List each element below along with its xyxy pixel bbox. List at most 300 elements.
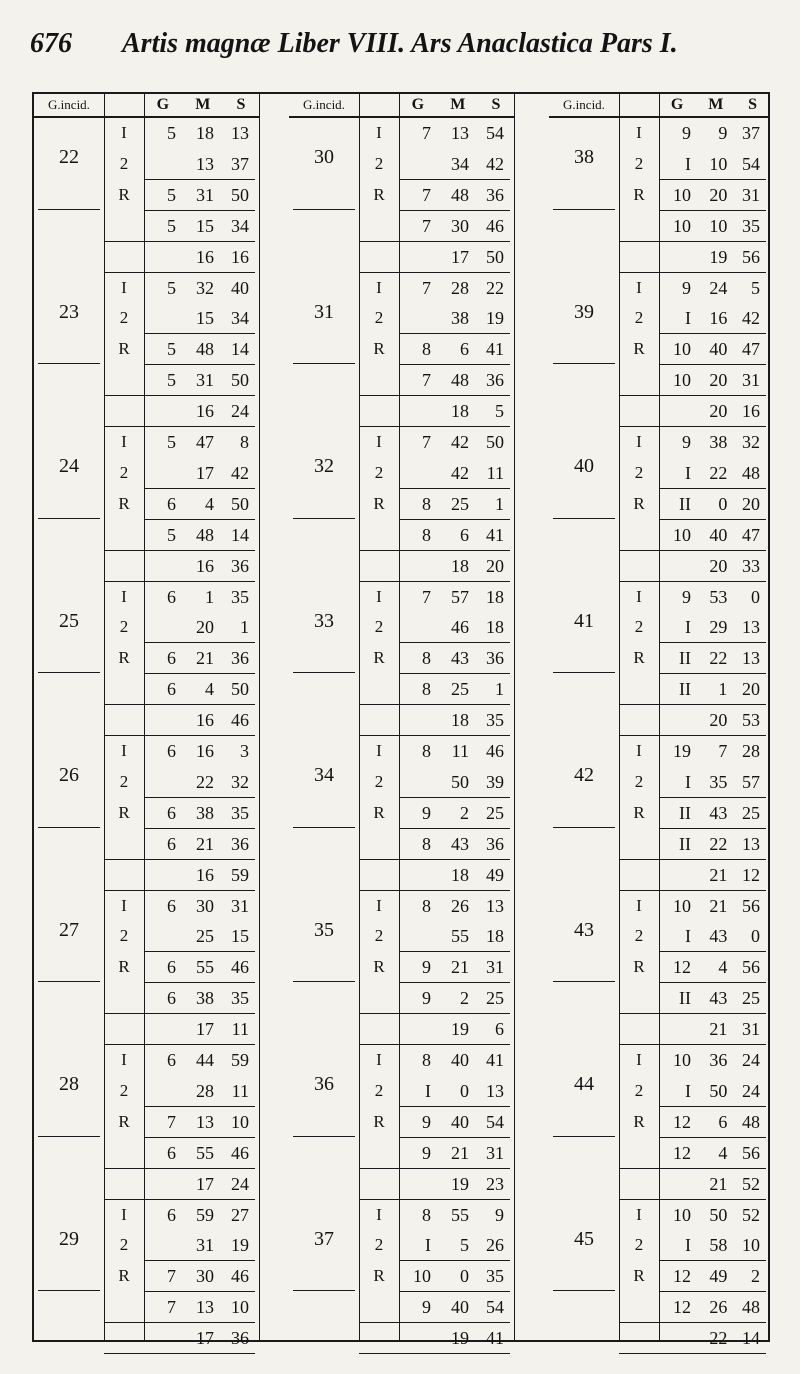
gms-value: [144, 614, 259, 640]
gms-value: [659, 1078, 770, 1104]
gms-value: [659, 151, 770, 177]
value-g: II: [679, 648, 691, 669]
value-m: 55: [196, 1142, 214, 1163]
gms-value: [659, 923, 770, 949]
value-s: 25: [486, 988, 504, 1009]
value-s: 1: [240, 617, 249, 638]
gms-value: [659, 676, 770, 702]
row-rule: [359, 859, 510, 860]
gms-value: [659, 1140, 770, 1166]
value-s: 36: [231, 833, 249, 854]
value-m: 21: [451, 957, 469, 978]
gms-value: [659, 738, 770, 764]
row-code: 2: [634, 462, 644, 482]
gms-value: [144, 182, 259, 208]
gms-value: [399, 893, 514, 919]
value-s: 31: [486, 957, 504, 978]
gms-value: [399, 553, 514, 579]
gms-value: [144, 305, 259, 331]
row-code: 2: [634, 926, 644, 946]
value-g: 10: [673, 895, 691, 916]
value-g: 6: [167, 988, 176, 1009]
value-m: 55: [451, 926, 469, 947]
value-m: 43: [709, 988, 728, 1009]
row-code: 2: [374, 308, 384, 328]
value-s: 11: [231, 1019, 249, 1040]
value-m: 6: [460, 339, 469, 360]
value-s: 57: [742, 771, 760, 792]
row-code: 2: [374, 1080, 384, 1100]
value-s: 50: [231, 184, 249, 205]
value-m: 30: [196, 1266, 214, 1287]
value-m: 40: [709, 339, 728, 360]
row-rule: [399, 333, 510, 334]
gms-value: [144, 522, 259, 548]
code-header: [104, 94, 144, 118]
gms-value: [399, 336, 514, 362]
value-m: 17: [451, 246, 469, 267]
gms-value: [659, 1047, 770, 1073]
row-rule: [399, 179, 510, 180]
incidence-degree: 24: [59, 455, 79, 478]
value-m: 4: [205, 493, 214, 514]
group-rule: [293, 672, 355, 673]
incidence-degree: 41: [574, 609, 594, 632]
row-code: [104, 213, 144, 239]
row-rule: [144, 797, 255, 798]
row-code: 2: [374, 153, 384, 173]
gms-value: [659, 305, 770, 331]
value-g: I: [425, 1235, 431, 1256]
gms-header-m: M: [450, 96, 467, 113]
incidence-degree: 43: [574, 918, 594, 941]
group-rule: [38, 1136, 100, 1137]
value-m: 24: [709, 277, 728, 298]
value-s: 9: [495, 1204, 504, 1225]
value-s: 46: [486, 741, 504, 761]
row-rule: [619, 704, 766, 705]
row-code: I: [636, 895, 642, 915]
gms-value: [659, 398, 770, 424]
row-code: 2: [374, 617, 384, 637]
value-g: II: [679, 802, 691, 823]
row-code: [619, 1016, 659, 1042]
row-rule: [359, 1199, 510, 1200]
gms-value: [144, 676, 259, 702]
value-m: 7: [718, 741, 728, 761]
row-rule: [104, 735, 255, 736]
gms-value: [399, 275, 514, 301]
gms-value: [144, 1109, 259, 1135]
value-g: 10: [673, 524, 691, 545]
row-code: I: [636, 586, 642, 606]
value-s: 13: [486, 1080, 504, 1101]
row-code: [619, 831, 659, 857]
value-m: 0: [460, 1080, 469, 1101]
row-code: I: [376, 432, 382, 451]
gms-value: [144, 800, 259, 826]
row-rule: [399, 1137, 510, 1138]
group-rule: [38, 209, 100, 210]
gms-value: [399, 1047, 514, 1073]
row-rule: [359, 1168, 510, 1169]
row-code: 2: [119, 771, 129, 791]
gms-value: [399, 614, 514, 640]
row-rule: [659, 1260, 766, 1261]
gms-value: [399, 707, 514, 733]
row-code: R: [633, 802, 645, 822]
value-g: 7: [167, 1111, 176, 1132]
value-m: 57: [451, 586, 469, 607]
row-code: [104, 707, 144, 733]
row-rule: [399, 1291, 510, 1292]
row-code: I: [121, 432, 127, 451]
value-s: 36: [231, 555, 249, 576]
value-m: 0: [718, 493, 728, 514]
value-g: 8: [422, 339, 431, 360]
row-code: [104, 398, 144, 424]
value-m: 6: [718, 1111, 728, 1132]
row-code: [359, 985, 399, 1011]
row-code: I: [376, 895, 382, 915]
value-m: 40: [709, 524, 728, 545]
value-s: 24: [231, 401, 249, 422]
gms-value: [144, 1232, 259, 1258]
value-s: 25: [486, 802, 504, 823]
gms-value: [659, 645, 770, 671]
value-m: 35: [709, 771, 728, 792]
value-s: 42: [231, 462, 249, 483]
gms-value: [399, 522, 514, 548]
value-m: 20: [709, 710, 728, 731]
page-number: 676: [30, 28, 72, 59]
value-s: 59: [231, 864, 249, 885]
value-m: 38: [196, 802, 214, 823]
gms-value: [659, 1263, 770, 1289]
row-code: I: [636, 1204, 642, 1224]
value-m: 38: [196, 988, 214, 1009]
row-code: 2: [634, 771, 644, 791]
row-code: 2: [634, 153, 644, 173]
row-rule: [144, 1260, 255, 1261]
row-code: 2: [119, 1080, 129, 1100]
value-m: 0: [460, 1266, 469, 1287]
value-g: 7: [422, 123, 431, 143]
row-rule: [144, 519, 255, 520]
row-code: R: [373, 957, 385, 977]
gms-header-s: S: [748, 96, 759, 113]
value-g: 7: [422, 370, 431, 391]
row-code: I: [636, 741, 642, 760]
value-g: 8: [422, 741, 431, 761]
value-s: 24: [742, 1080, 760, 1101]
value-s: 10: [231, 1111, 249, 1132]
value-g: 8: [422, 524, 431, 545]
value-s: 13: [742, 648, 760, 669]
value-s: 54: [486, 1297, 504, 1318]
value-s: 34: [231, 308, 249, 329]
group-rule: [553, 672, 615, 673]
row-code: I: [376, 741, 382, 760]
row-code: I: [121, 277, 127, 297]
gms-value: [659, 769, 770, 795]
value-s: 25: [742, 988, 760, 1009]
value-g: I: [685, 926, 691, 947]
value-s: 28: [742, 741, 760, 761]
row-code: I: [121, 1204, 127, 1224]
row-rule: [359, 581, 510, 582]
gms-value: [659, 491, 770, 517]
row-rule: [399, 519, 510, 520]
row-rule: [399, 210, 510, 211]
value-s: 40: [231, 277, 249, 298]
gms-value: [659, 1202, 770, 1228]
gms-value: [399, 738, 514, 764]
group-rule: [293, 363, 355, 364]
gms-value: [144, 1325, 259, 1351]
incidence-degree: 44: [574, 1073, 594, 1096]
gms-value: [144, 645, 259, 671]
row-code: [359, 1171, 399, 1197]
gms-value: [144, 738, 259, 764]
row-rule: [359, 1353, 510, 1354]
group-rule: [293, 1290, 355, 1291]
value-s: 48: [742, 462, 760, 483]
gms-value: [399, 151, 514, 177]
row-code: R: [633, 1111, 645, 1131]
gms-value: [144, 1047, 259, 1073]
value-g: 7: [422, 432, 431, 452]
gms-value: [399, 213, 514, 239]
row-rule: [659, 828, 766, 829]
value-s: 35: [742, 215, 760, 236]
row-code: [104, 1294, 144, 1320]
value-g: 12: [673, 957, 691, 978]
value-s: 13: [231, 123, 249, 143]
gms-value: [659, 1232, 770, 1258]
row-code: [104, 522, 144, 548]
row-code: R: [118, 339, 130, 359]
row-rule: [104, 704, 255, 705]
value-m: 4: [718, 957, 728, 978]
value-m: 16: [196, 555, 214, 576]
value-m: 42: [451, 462, 469, 483]
row-rule: [619, 1199, 766, 1200]
value-g: 6: [167, 895, 176, 916]
value-g: 9: [422, 1111, 431, 1132]
row-code: R: [633, 493, 645, 513]
row-rule: [399, 488, 510, 489]
value-m: 21: [196, 648, 214, 669]
row-code: [619, 1140, 659, 1166]
row-rule: [619, 1168, 766, 1169]
value-m: 40: [451, 1111, 469, 1132]
row-code: [359, 831, 399, 857]
value-s: 25: [742, 802, 760, 823]
row-rule: [399, 828, 510, 829]
row-code: [359, 707, 399, 733]
value-g: 8: [422, 493, 431, 514]
row-code: R: [118, 1111, 130, 1131]
value-g: 10: [673, 1204, 691, 1225]
gms-value: [144, 1202, 259, 1228]
value-s: 31: [742, 1019, 760, 1040]
gms-value: [659, 584, 770, 610]
value-m: 21: [709, 895, 728, 916]
row-code: [619, 244, 659, 270]
gms-value: [399, 398, 514, 424]
code-header: [619, 94, 659, 118]
value-s: 31: [742, 184, 760, 205]
row-rule: [659, 642, 766, 643]
gms-value: [659, 614, 770, 640]
group-rule: [293, 827, 355, 828]
value-g: 5: [167, 432, 176, 452]
incidence-header: G.incid.: [289, 94, 359, 118]
value-m: 48: [196, 339, 214, 360]
gms-header: [144, 94, 259, 118]
value-g: 10: [413, 1266, 431, 1287]
value-m: 10: [709, 153, 728, 174]
value-m: 55: [196, 957, 214, 978]
row-code: 2: [119, 462, 129, 482]
row-rule: [359, 890, 510, 891]
value-s: 11: [486, 462, 504, 483]
incidence-degree: 30: [314, 146, 334, 169]
incidence-degree: 35: [314, 918, 334, 941]
row-code: [619, 213, 659, 239]
value-s: 1: [495, 679, 504, 700]
value-g: 9: [682, 586, 691, 607]
value-m: 1: [718, 679, 728, 700]
gms-value: [399, 769, 514, 795]
value-g: 5: [167, 215, 176, 236]
value-m: 16: [196, 864, 214, 885]
row-code: [359, 398, 399, 424]
row-code: [619, 1325, 659, 1351]
row-code: 2: [634, 308, 644, 328]
gms-value: [144, 923, 259, 949]
value-m: 20: [709, 555, 728, 576]
value-s: 56: [742, 957, 760, 978]
row-code: 2: [119, 153, 129, 173]
row-code: R: [633, 957, 645, 977]
value-s: 54: [486, 123, 504, 143]
value-s: 20: [486, 555, 504, 576]
value-m: 13: [196, 1111, 214, 1132]
gms-header-g: G: [156, 96, 171, 113]
value-m: 21: [451, 1142, 469, 1163]
row-code: [104, 1325, 144, 1351]
value-s: 41: [486, 524, 504, 545]
value-g: 9: [682, 432, 691, 452]
value-m: 32: [196, 277, 214, 298]
value-g: I: [685, 1080, 691, 1101]
row-rule: [619, 241, 766, 242]
value-s: 13: [486, 895, 504, 916]
row-rule: [144, 642, 255, 643]
value-g: 12: [673, 1111, 691, 1132]
value-m: 16: [709, 308, 728, 329]
value-m: 31: [196, 1235, 214, 1256]
row-code: [104, 244, 144, 270]
row-rule: [104, 581, 255, 582]
value-g: 7: [422, 277, 431, 298]
value-s: 24: [742, 1050, 760, 1070]
value-s: 20: [742, 679, 760, 700]
gms-value: [144, 367, 259, 393]
row-code: R: [118, 957, 130, 977]
gms-header-s: S: [491, 96, 502, 113]
value-g: I: [425, 1080, 431, 1101]
value-m: 22: [709, 1328, 728, 1349]
value-s: 14: [742, 1328, 760, 1349]
row-code: I: [376, 1204, 382, 1224]
group-rule: [38, 363, 100, 364]
value-m: 17: [196, 1173, 214, 1194]
value-m: 20: [709, 370, 728, 391]
group-rule: [293, 1136, 355, 1137]
value-s: 22: [486, 277, 504, 298]
row-code: I: [636, 123, 642, 142]
row-code: [619, 398, 659, 424]
row-rule: [359, 1013, 510, 1014]
value-m: 15: [196, 215, 214, 236]
value-g: 6: [167, 1142, 176, 1163]
value-g: 9: [422, 1297, 431, 1318]
value-m: 46: [451, 617, 469, 638]
value-s: 16: [742, 401, 760, 422]
value-m: 19: [451, 1328, 469, 1349]
column-rule: [259, 94, 260, 1340]
gms-value: [659, 213, 770, 239]
gms-value: [144, 1078, 259, 1104]
row-code: [104, 1140, 144, 1166]
row-code: R: [118, 648, 130, 668]
gms-value: [659, 1294, 770, 1320]
incidence-header: G.incid.: [34, 94, 104, 118]
row-rule: [619, 272, 766, 273]
row-code: 2: [119, 617, 129, 637]
value-s: 50: [231, 370, 249, 391]
gms-header: [399, 94, 514, 118]
row-code: 2: [374, 462, 384, 482]
gms-value: [144, 460, 259, 486]
row-code: R: [633, 648, 645, 668]
row-rule: [144, 333, 255, 334]
value-s: 18: [486, 926, 504, 947]
gms-value: [659, 429, 770, 455]
group-rule: [38, 518, 100, 519]
value-g: 9: [682, 277, 691, 298]
value-s: 32: [742, 432, 760, 452]
value-s: 14: [231, 339, 249, 360]
row-code: 2: [634, 617, 644, 637]
row-rule: [144, 1137, 255, 1138]
value-g: 8: [422, 648, 431, 669]
value-s: 0: [751, 586, 760, 607]
gms-header-g: G: [411, 96, 426, 113]
row-code: I: [636, 432, 642, 451]
gms-value: [399, 1171, 514, 1197]
value-g: 5: [167, 524, 176, 545]
value-g: II: [679, 833, 691, 854]
value-m: 19: [451, 1173, 469, 1194]
row-code: I: [376, 1050, 382, 1069]
gms-value: [399, 862, 514, 888]
row-code: [619, 707, 659, 733]
row-rule: [399, 642, 510, 643]
